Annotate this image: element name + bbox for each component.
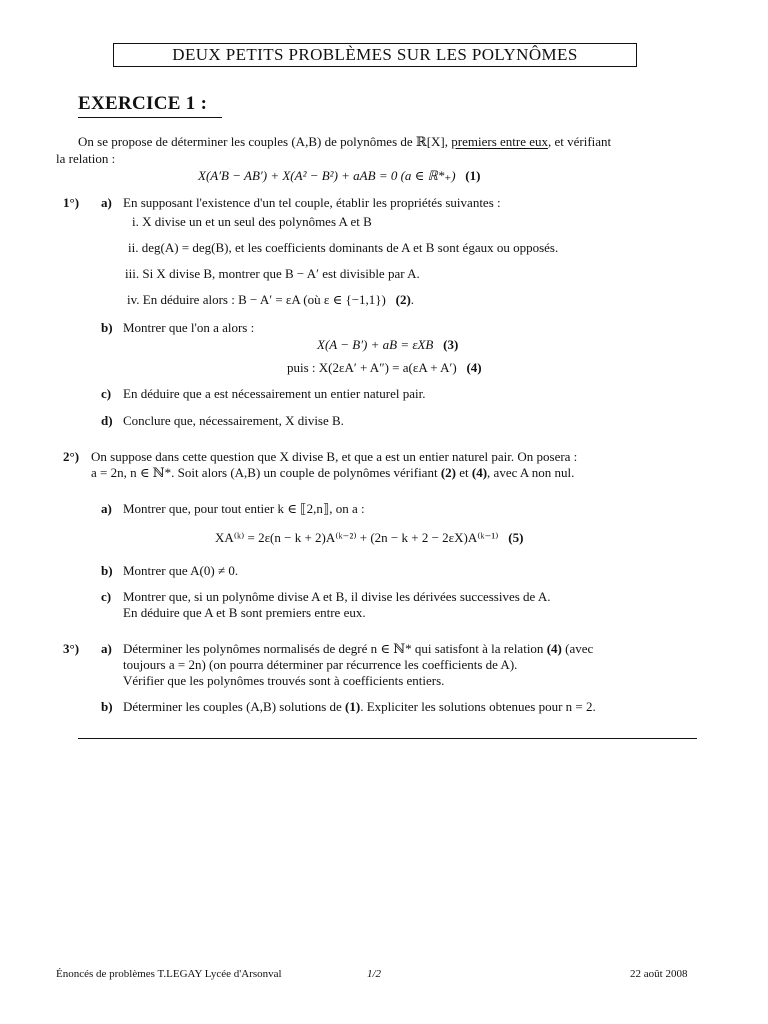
intro-line-1: On se propose de déterminer les couples (A,B) de polynômes de ℝ[X], premiers entre eux, et vérifiant — [78, 134, 612, 149]
footer-date: 22 août 2008 — [630, 968, 688, 980]
q2-c-text-1: Montrer que, si un polynôme divise A et B, il divise les dérivées successives de A. — [123, 589, 551, 604]
q1-item-i: i. X divise un et un seul des polynômes A et B — [132, 214, 372, 229]
q3-number: 3°) — [63, 641, 80, 656]
q3-a-text-3: Vérifier que les polynômes trouvés sont à coefficients entiers. — [123, 673, 445, 688]
equation-4: puis : X(2εA′ + A″) = a(εA + A′) (4) — [287, 360, 482, 375]
q1-a-text: En supposant l'existence d'un tel couple, établir les propriétés suivantes : — [123, 195, 501, 210]
q1-item-ii: ii. deg(A) = deg(B), et les coefficients dominants de A et B sont égaux ou opposés. — [128, 240, 559, 255]
q2-number: 2°) — [63, 449, 80, 464]
exercise-heading-underline — [78, 117, 222, 118]
equation-3: X(A − B′) + aB = εXB (3) — [317, 337, 459, 352]
q1-b-label: b) — [101, 320, 113, 335]
document-title: DEUX PETITS PROBLÈMES SUR LES POLYNÔMES — [113, 43, 637, 67]
q3-b-text: Déterminer les couples (A,B) solutions de (1). Expliciter les solutions obtenues pour n = 2. — [123, 699, 596, 714]
q2-c-label: c) — [101, 589, 112, 604]
q2-c-text-2: En déduire que A et B sont premiers entre eux. — [123, 605, 366, 620]
equation-1: X(A′B − AB′) + X(A² − B²) + aAB = 0 (a ∈ ℝ*₊) (1) — [198, 168, 481, 183]
q1-c-text: En déduire que a est nécessairement un entier naturel pair. — [123, 386, 426, 401]
q3-a-label: a) — [101, 641, 112, 656]
q2-b-text: Montrer que A(0) ≠ 0. — [123, 563, 239, 578]
equation-5: XA⁽ᵏ⁾ = 2ε(n − k + 2)A⁽ᵏ⁻²⁾ + (2n − k + 2 − 2εX)A⁽ᵏ⁻¹⁾ (5) — [215, 530, 524, 545]
footer-page-number: 1/2 — [367, 968, 382, 980]
q2-b-label: b) — [101, 563, 113, 578]
q3-b-label: b) — [101, 699, 113, 714]
q1-d-label: d) — [101, 413, 113, 428]
q2-intro-line-2: a = 2n, n ∈ ℕ*. Soit alors (A,B) un couple de polynômes vérifiant (2) et (4), avec A non nul. — [91, 465, 575, 480]
q2-a-text: Montrer que, pour tout entier k ∈ ⟦2,n⟧, on a : — [123, 501, 365, 516]
q1-c-label: c) — [101, 386, 112, 401]
q2-intro-line-1: On suppose dans cette question que X divise B, et que a est un entier naturel pair. On posera : — [91, 449, 578, 464]
q1-item-iv: iv. En déduire alors : B − A′ = εA (où ε ∈ {−1,1}) (2). — [127, 292, 415, 307]
q1-d-text: Conclure que, nécessairement, X divise B. — [123, 413, 344, 428]
q1-a-label: a) — [101, 195, 112, 210]
q1-b-text: Montrer que l'on a alors : — [123, 320, 255, 335]
q2-a-label: a) — [101, 501, 112, 516]
q3-a-text-1: Déterminer les polynômes normalisés de degré n ∈ ℕ* qui satisfont à la relation (4) (avec — [123, 641, 594, 656]
q1-number: 1°) — [63, 195, 80, 210]
section-divider — [78, 738, 697, 739]
exercise-heading: EXERCICE 1 : — [78, 93, 208, 114]
footer-source: Énoncés de problèmes T.LEGAY Lycée d'Arsonval — [56, 968, 282, 980]
q1-item-iii: iii. Si X divise B, montrer que B − A′ est divisible par A. — [125, 266, 420, 281]
q3-a-text-2: toujours a = 2n) (on pourra déterminer par récurrence les coefficients de A). — [123, 657, 518, 672]
intro-line-2: la relation : — [56, 151, 116, 166]
